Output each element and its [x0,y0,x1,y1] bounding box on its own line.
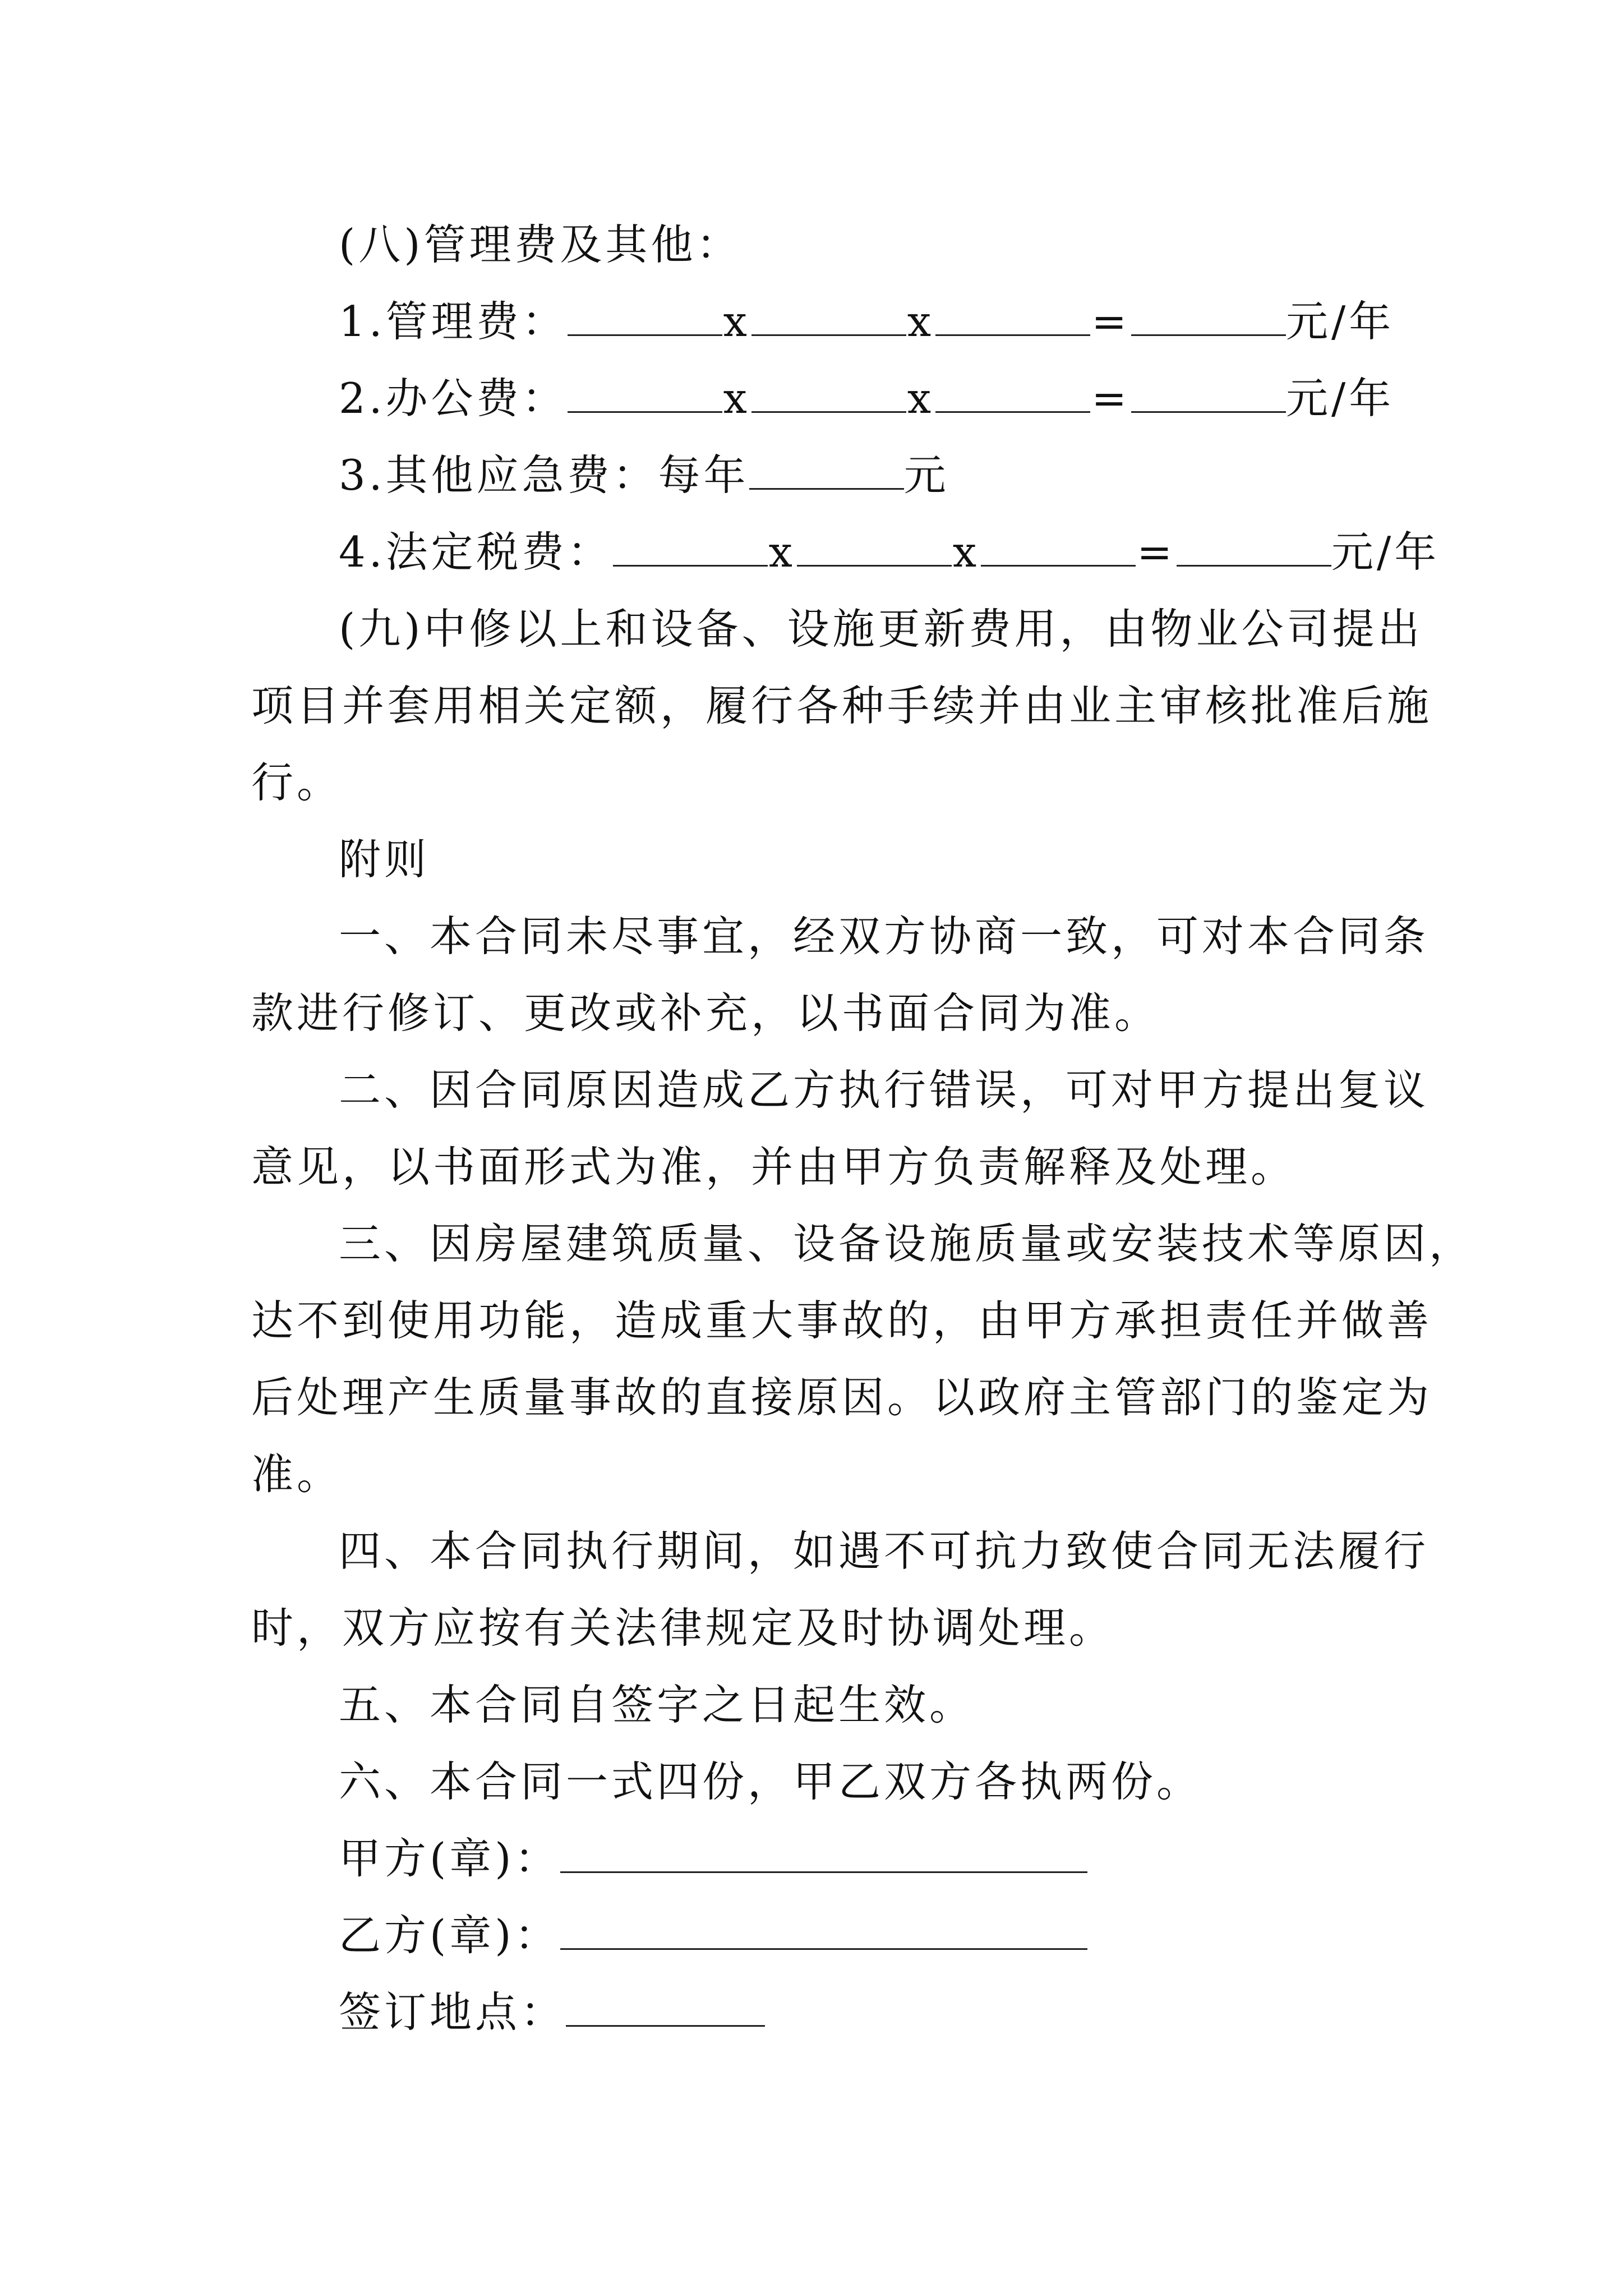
fee-blank [568,371,722,413]
fee-blank [751,371,906,413]
fee-blank [749,448,904,490]
multiply-sign: x [952,527,980,577]
fee-blank [1177,524,1331,567]
unit-per-year: 元/年 [1286,374,1395,423]
party-a-signature-blank[interactable] [560,1831,1087,1873]
party-a-label: 甲方(章)： [339,1834,560,1883]
clause-4-line-2: 时，双方应按有关法律规定及时协调处理。 [251,1603,1115,1653]
office-fee-label: 2.办公费： [339,374,568,423]
fee-blank [797,524,952,567]
statutory-tax-label: 4.法定税费： [339,527,613,577]
fee-blank [935,294,1090,336]
management-fee-label: 1.管理费： [339,297,568,346]
clause-4-line-1: 四、本合同执行期间，如遇不可抗力致使合同无法履行 [339,1526,1430,1576]
section-9-line-1: (九)中修以上和设备、设施更新费用，由物业公司提出 [339,604,1423,654]
fee-blank [981,524,1136,567]
fee-blank [1131,294,1286,336]
equals-sign: = [1091,374,1131,423]
signing-place-line [339,1974,765,2051]
management-fee-line [339,283,1394,360]
clause-6: 六、本合同一式四份，甲乙双方各执两份。 [339,1757,1202,1806]
multiply-sign: x [768,527,796,577]
fee-blank [613,524,768,567]
signing-place-label: 签订地点： [339,1987,566,2037]
clause-3-line-4: 准。 [251,1450,343,1499]
clause-3-line-1: 三、因房屋建筑质量、设备设施质量或安装技术等原因， [339,1219,1475,1268]
multiply-sign: x [907,374,935,423]
party-b-label: 乙方(章)： [339,1911,560,1960]
clause-5: 五、本合同自签字之日起生效。 [339,1680,975,1729]
emergency-fee-label: 3.其他应急费：每年 [339,450,749,500]
clause-1-line-1: 一、本合同未尽事宜，经双方协商一致，可对本合同条 [339,912,1430,961]
equals-sign: = [1137,527,1176,577]
party-b-signature-blank[interactable] [560,1908,1087,1950]
section-9-line-2: 项目并套用相关定额，履行各种手续并由业主审核批准后施 [251,681,1433,730]
unit-per-year: 元/年 [1286,297,1395,346]
party-a-line [339,1820,1087,1897]
section-8-heading: (八)管理费及其他： [339,220,742,269]
unit-yuan: 元 [903,450,949,500]
emergency-fee-line [339,437,949,514]
signing-place-blank[interactable] [566,1985,765,2027]
multiply-sign: x [723,297,750,346]
fee-blank [1131,371,1286,413]
equals-sign: = [1091,297,1131,346]
appendix-title: 附则 [339,835,430,884]
party-b-line [339,1897,1087,1974]
section-9-line-3: 行。 [251,758,343,807]
multiply-sign: x [723,374,750,423]
clause-1-line-2: 款进行修订、更改或补充，以书面合同为准。 [251,988,1160,1038]
unit-per-year: 元/年 [1331,527,1440,577]
clause-2-line-2: 意见，以书面形式为准，并由甲方负责解释及处理。 [251,1142,1297,1191]
clause-3-line-3: 后处理产生质量事故的直接原因。以政府主管部门的鉴定为 [251,1373,1433,1422]
statutory-tax-line [339,514,1440,591]
office-fee-line [339,360,1394,437]
clause-3-line-2: 达不到使用功能，造成重大事故的，由甲方承担责任并做善 [251,1296,1433,1345]
fee-blank [568,294,722,336]
fee-blank [751,294,906,336]
clause-2-line-1: 二、因合同原因造成乙方执行错误，可对甲方提出复议 [339,1065,1430,1115]
multiply-sign: x [907,297,935,346]
fee-blank [935,371,1090,413]
